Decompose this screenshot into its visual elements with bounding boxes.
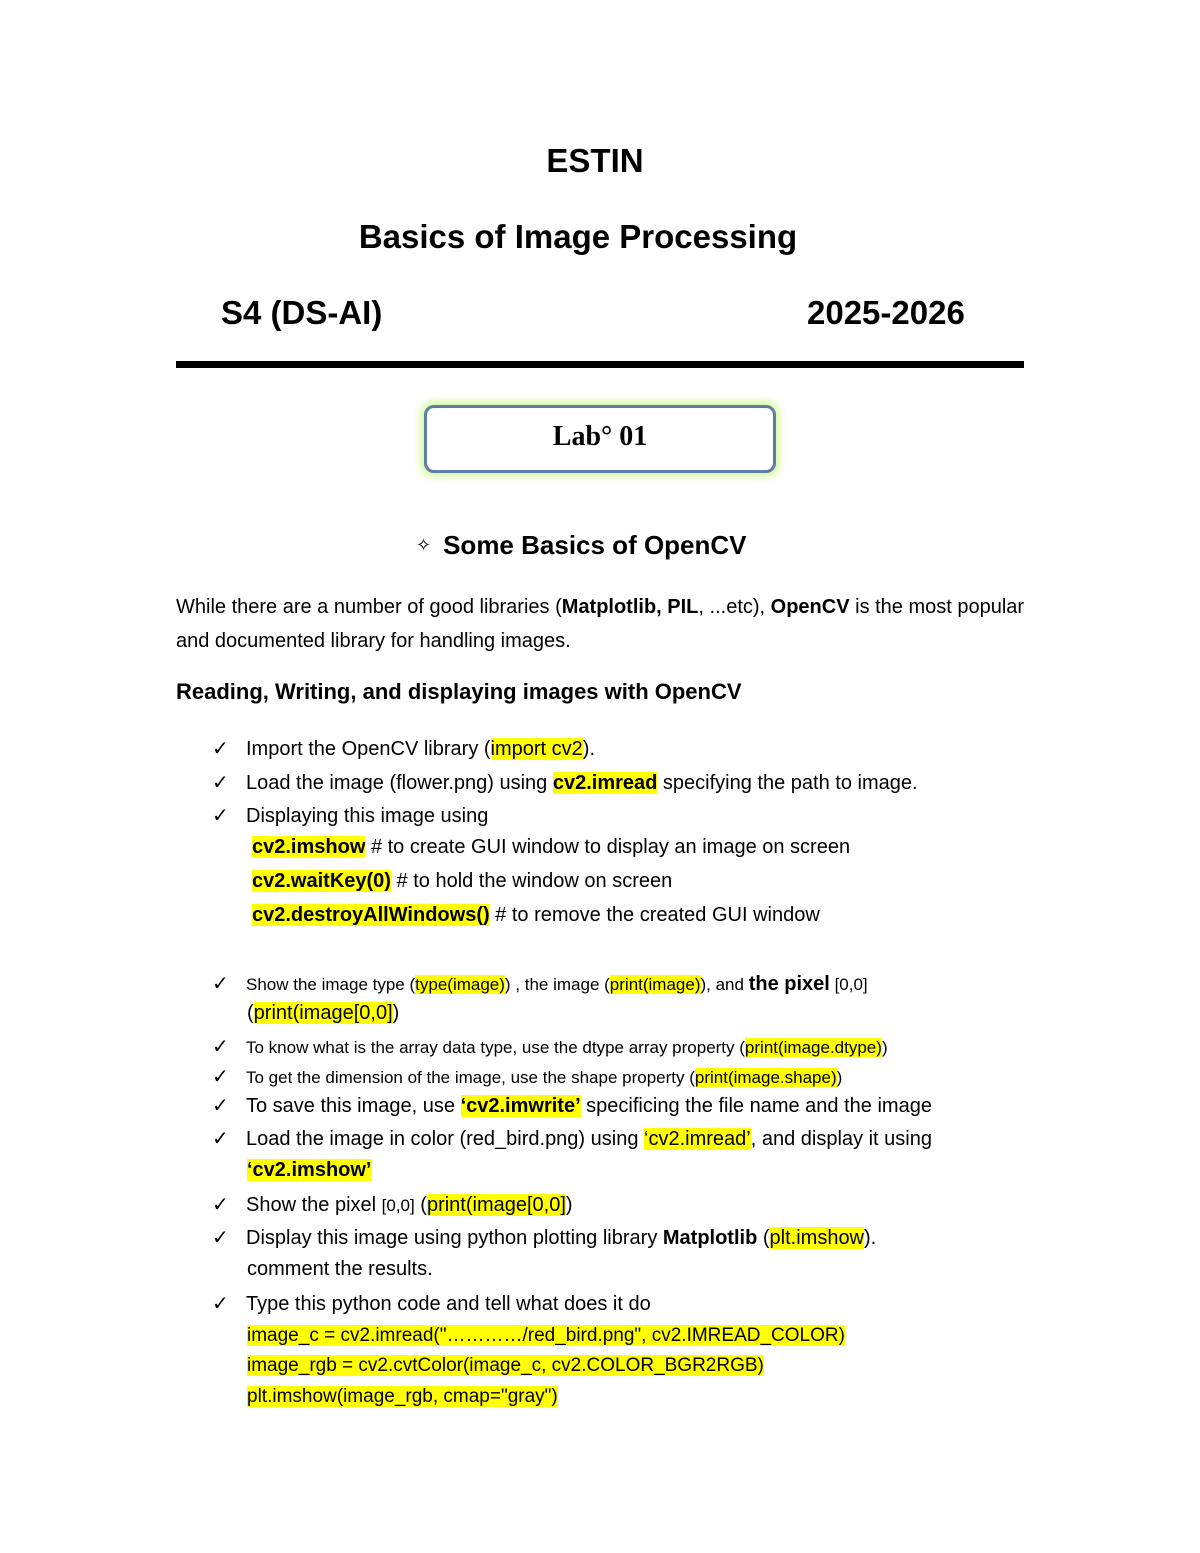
code-highlight: print(image[0,0]: [426, 1194, 566, 1216]
code-highlight: cv2.waitKey(0): [252, 870, 391, 892]
list-item: [212, 1034, 888, 1059]
code-highlight: cv2.imshow: [252, 836, 366, 858]
code-highlight: ‘cv2.imwrite’: [460, 1095, 581, 1117]
code-highlight: cv2.destroyAllWindows(): [252, 904, 490, 926]
intro-text-2: , ...etc),: [698, 596, 771, 618]
list-item: [212, 1093, 932, 1118]
section-title-text: Some Basics of OpenCV: [443, 530, 747, 560]
check-icon: ✓: [212, 1066, 229, 1088]
list-item: [212, 736, 595, 761]
item-text: ), and: [700, 975, 749, 994]
code-highlight: image_c = cv2.imread("…………/red_bird.png", cv2.IMREAD_COLOR): [247, 1325, 845, 1346]
code-line: [247, 1355, 764, 1377]
code-comment: # to create GUI window to display an image on screen: [365, 836, 851, 858]
header-rule: [176, 361, 1024, 368]
lab-title: Lab° 01: [552, 421, 648, 452]
item-text: [0,0]: [829, 975, 868, 994]
list-item: [212, 770, 918, 795]
item-text: Show the pixel: [246, 1194, 382, 1216]
code-line: [252, 836, 850, 859]
item-text: Matplotlib: [662, 1227, 758, 1249]
code-highlight: plt.imshow(image_rgb, cmap="gray"): [247, 1386, 558, 1407]
item-text: (: [757, 1227, 770, 1249]
intro-paragraph: [176, 590, 1036, 658]
list-item-continuation: comment the results.: [247, 1258, 433, 1280]
list-item: [212, 1291, 651, 1316]
check-icon: ✓: [212, 1293, 229, 1315]
code-line: [247, 1325, 845, 1347]
code-highlight: print(image.dtype): [744, 1038, 882, 1057]
code-highlight: image_rgb = cv2.cvtColor(image_c, cv2.COLOR_BGR2RGB): [247, 1355, 764, 1376]
item-text: the pixel: [748, 973, 830, 995]
check-icon: ✓: [212, 805, 229, 827]
code-highlight: cv2.imread: [552, 772, 658, 794]
item-text: Type this python code and tell what does it do: [246, 1293, 651, 1315]
semester-label: S4 (DS-AI): [221, 294, 383, 331]
list-item-continuation: [247, 1159, 372, 1182]
code-highlight: print(image[0,0]: [253, 1002, 393, 1024]
list-item: [212, 1126, 932, 1151]
item-text: To save this image, use: [246, 1095, 461, 1117]
item-text: , and display it using: [750, 1128, 932, 1150]
code-highlight: print(image): [609, 975, 701, 994]
check-icon: ✓: [212, 772, 229, 794]
item-text: (: [414, 1194, 427, 1216]
check-icon: ✓: [212, 1227, 229, 1249]
item-text: ) , the image (: [504, 975, 610, 994]
code-line: [247, 1386, 558, 1408]
code-highlight: ‘cv2.imshow’: [247, 1159, 372, 1181]
code-highlight: type(image): [415, 975, 505, 994]
item-text: specifying the path to image.: [657, 772, 918, 794]
check-icon: ✓: [212, 1128, 229, 1150]
lab-title-box: [424, 405, 776, 473]
item-text: Load the image (flower.png) using: [246, 772, 553, 794]
item-text: Load the image in color (red_bird.png) using: [246, 1128, 645, 1150]
year-label: 2025-2026: [807, 294, 965, 331]
code-highlight: plt.imshow: [769, 1227, 865, 1249]
code-line: [252, 904, 820, 927]
item-text: ): [565, 1194, 573, 1216]
item-text: To know what is the array data type, use the dtype array property (: [246, 1038, 745, 1057]
item-text: ).: [864, 1227, 877, 1249]
section-title: [416, 530, 747, 561]
code-line: [252, 870, 672, 893]
item-text: ): [836, 1068, 843, 1087]
list-item: [212, 1064, 842, 1089]
item-text: [0,0]: [381, 1196, 415, 1215]
item-text: ): [881, 1038, 888, 1057]
subheading: Reading, Writing, and displaying images with OpenCV: [176, 679, 742, 704]
item-text: Show the image type (: [246, 975, 416, 994]
list-item: [212, 1192, 573, 1217]
check-icon: ✓: [212, 973, 229, 995]
check-icon: ✓: [212, 1036, 229, 1058]
item-text: (: [247, 1002, 254, 1024]
list-item: [212, 1225, 876, 1250]
intro-opencv: OpenCV: [770, 596, 850, 618]
list-item: [212, 803, 488, 828]
code-comment: # to hold the window on screen: [390, 870, 673, 892]
code-highlight: import cv2: [490, 738, 583, 760]
intro-text-3: is the most popular and documented library for handling images.: [176, 596, 1025, 652]
check-icon: ✓: [212, 1095, 229, 1117]
item-text: Displaying this image using: [246, 805, 489, 827]
code-highlight: ‘cv2.imread’: [644, 1128, 751, 1150]
intro-libraries: Matplotlib, PIL: [561, 596, 699, 618]
course-title: Basics of Image Processing: [358, 218, 798, 255]
code-highlight: print(image.shape): [694, 1068, 837, 1087]
item-text: To get the dimension of the image, use the shape property (: [246, 1068, 695, 1087]
item-text: Display this image using python plotting library: [246, 1227, 663, 1249]
item-text: ).: [582, 738, 595, 760]
intro-text-1: While there are a number of good libraries (: [176, 596, 562, 618]
check-icon: ✓: [212, 738, 229, 760]
list-item: [212, 971, 868, 996]
item-text: specificing the file name and the image: [580, 1095, 932, 1117]
item-text: ): [392, 1002, 400, 1024]
check-icon: ✓: [212, 1194, 229, 1216]
code-comment: # to remove the created GUI window: [489, 904, 820, 926]
school-title: ESTIN: [546, 142, 644, 179]
list-item-continuation: [247, 1002, 399, 1025]
item-text: Import the OpenCV library (: [246, 738, 491, 760]
diamond-bullet-icon: ✧: [416, 535, 432, 555]
